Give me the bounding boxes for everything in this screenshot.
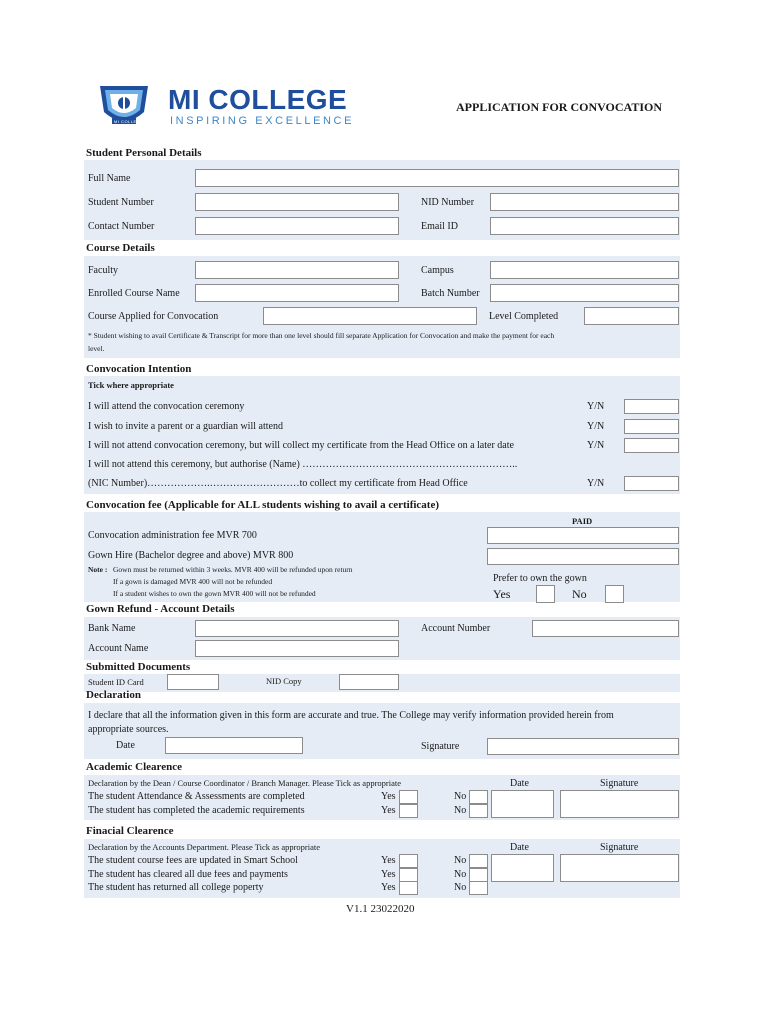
financial-row2-yes-checkbox[interactable] (399, 868, 418, 882)
section-heading-personal: Student Personal Details (86, 147, 202, 159)
yn-input-authorise[interactable] (624, 476, 679, 491)
declaration-date-label: Date (116, 740, 135, 751)
contact-number-label: Contact Number (88, 221, 155, 232)
student-id-card-label: Student ID Card (88, 677, 144, 687)
academic-row1-yes-label: Yes (381, 791, 396, 802)
prefer-own-yes-checkbox[interactable] (536, 585, 555, 603)
section-heading-course: Course Details (86, 242, 155, 254)
financial-row-fees-updated: The student course fees are updated in Smart School (88, 856, 298, 866)
logo-college-name: MI COLLEGE (168, 84, 348, 115)
admin-fee-label: Convocation administration fee MVR 700 (88, 530, 257, 541)
academic-declared-by: Declaration by the Dean / Course Coordinator / Branch Manager. Please Tick as appropriate (88, 778, 401, 788)
section-heading-documents: Submitted Documents (86, 661, 191, 673)
intention-item-attend: I will attend the convocation ceremony (88, 401, 245, 412)
enrolled-course-input[interactable] (195, 284, 399, 302)
college-logo (94, 82, 374, 130)
student-number-label: Student Number (88, 197, 154, 208)
financial-row3-no-checkbox[interactable] (469, 881, 488, 895)
account-number-label: Account Number (421, 623, 491, 634)
course-note-line2: level. (88, 344, 105, 353)
academic-date-input[interactable] (491, 790, 554, 818)
yn-input-guardian[interactable] (624, 419, 679, 434)
prefer-own-no-label: No (572, 587, 587, 601)
academic-row-requirements: The student has completed the academic requirements (88, 805, 305, 816)
academic-row2-yes-label: Yes (381, 805, 396, 816)
section-heading-fee: Convocation fee (Applicable for ALL students wishing to avail a certificate) (86, 499, 439, 511)
financial-signature-input[interactable] (560, 854, 679, 882)
financial-row2-yes-label: Yes (381, 869, 396, 880)
fee-note-line3: If a student wishes to own the gown MVR 400 will not be refunded (113, 589, 316, 598)
full-name-input[interactable] (195, 169, 679, 187)
level-completed-label: Level Completed (489, 311, 559, 322)
student-id-card-checkbox[interactable] (167, 674, 219, 690)
intention-item-collect-later: I will not attend convocation ceremony, but will collect my certificate from the Head Office on a later date (88, 441, 514, 451)
nid-number-label: NID Number (421, 197, 475, 208)
yn-label-5: Y/N (587, 478, 605, 489)
contact-number-input[interactable] (195, 217, 399, 235)
yn-label-2: Y/N (587, 421, 605, 432)
gown-hire-paid-input[interactable] (487, 548, 679, 565)
account-number-input[interactable] (532, 620, 679, 637)
financial-row3-yes-checkbox[interactable] (399, 881, 418, 895)
fee-note-line1: Gown must be returned within 3 weeks. MVR 400 will be refunded upon return (113, 566, 353, 574)
financial-row1-yes-checkbox[interactable] (399, 854, 418, 868)
financial-declared-by: Declaration by the Accounts Department. Please Tick as appropriate (88, 842, 321, 852)
declaration-text-line2: appropriate sources. (88, 724, 169, 735)
academic-row1-no-checkbox[interactable] (469, 790, 488, 804)
section-heading-intention: Convocation Intention (86, 363, 192, 375)
financial-row-dues-cleared: The student has cleared all due fees and payments (88, 870, 288, 880)
academic-row-attendance: The student Attendance & Assessments are completed (88, 792, 305, 802)
bank-name-label: Bank Name (88, 623, 136, 634)
course-applied-input[interactable] (263, 307, 477, 325)
academic-row2-yes-checkbox[interactable] (399, 804, 418, 818)
academic-row1-yes-checkbox[interactable] (399, 790, 418, 804)
email-id-label: Email ID (421, 221, 458, 232)
academic-row2-no-checkbox[interactable] (469, 804, 488, 818)
prefer-own-gown-label: Prefer to own the gown (493, 573, 587, 584)
nid-copy-checkbox[interactable] (339, 674, 399, 690)
financial-row1-yes-label: Yes (381, 855, 396, 866)
form-version: V1.1 23022020 (346, 903, 415, 915)
financial-row3-no-label: No (454, 882, 467, 893)
yn-input-collect-later[interactable] (624, 438, 679, 453)
enrolled-course-label: Enrolled Course Name (88, 288, 180, 299)
section-heading-academic: Academic Clearence (86, 761, 183, 773)
financial-date-input[interactable] (491, 854, 554, 882)
batch-number-label: Batch Number (421, 288, 480, 299)
admin-fee-paid-input[interactable] (487, 527, 679, 544)
academic-date-label: Date (510, 778, 529, 789)
academic-signature-input[interactable] (560, 790, 679, 818)
faculty-input[interactable] (195, 261, 399, 279)
financial-signature-label: Signature (600, 842, 639, 853)
declaration-signature-input[interactable] (487, 738, 679, 755)
yn-label-3: Y/N (587, 440, 605, 451)
level-completed-input[interactable] (584, 307, 679, 325)
section-heading-financial: Finacial Clearence (86, 825, 174, 837)
prefer-own-no-checkbox[interactable] (605, 585, 624, 603)
fee-note-line2: If a gown is damaged MVR 400 will not be refunded (113, 577, 273, 586)
prefer-own-yes-label: Yes (493, 587, 511, 601)
campus-input[interactable] (490, 261, 679, 279)
tick-where-appropriate: Tick where appropriate (88, 380, 174, 390)
account-name-label: Account Name (88, 643, 149, 654)
financial-row-property-returned: The student has returned all college poperty (88, 882, 264, 893)
nid-number-input[interactable] (490, 193, 679, 211)
yn-input-attend[interactable] (624, 399, 679, 414)
academic-row1-no-label: No (454, 791, 467, 802)
faculty-label: Faculty (88, 265, 118, 276)
bank-name-input[interactable] (195, 620, 399, 637)
logo-tagline: INSPIRING EXCELLENCE (170, 115, 355, 127)
paid-label: PAID (572, 516, 593, 526)
financial-row3-yes-label: Yes (381, 882, 396, 893)
gown-hire-label: Gown Hire (Bachelor degree and above) MVR 800 (88, 550, 294, 561)
declaration-date-input[interactable] (165, 737, 303, 754)
yn-label-1: Y/N (587, 401, 605, 412)
financial-row2-no-checkbox[interactable] (469, 868, 488, 882)
declaration-signature-label: Signature (421, 741, 460, 752)
section-intention (84, 376, 680, 494)
batch-number-input[interactable] (490, 284, 679, 302)
fee-note-label: Note : (88, 565, 108, 574)
form-title: APPLICATION FOR CONVOCATION (456, 100, 662, 114)
intention-item-authorise: I will not attend this ceremony, but authorise (Name) ……………………………………………………….. (88, 459, 518, 470)
section-heading-refund: Gown Refund - Account Details (86, 603, 235, 615)
financial-row1-no-label: No (454, 855, 467, 866)
full-name-label: Full Name (88, 173, 131, 184)
intention-item-nic: (NIC Number)……………….………………………to collect my certificate from Head Office (88, 478, 468, 489)
student-number-input[interactable] (195, 193, 399, 211)
seal-text: MI COLLEGE (114, 119, 144, 124)
account-name-input[interactable] (195, 640, 399, 657)
section-heading-declaration: Declaration (86, 689, 141, 701)
course-applied-label: Course Applied for Convocation (88, 311, 219, 322)
course-note-line1: * Student wishing to avail Certificate & Transcript for more than one level should fill separate Application for Convocation and make the payment for each (88, 331, 555, 340)
declaration-text-line1: I declare that all the information given in this form are accurate and true. The College may verify information provided herein from (88, 710, 614, 721)
financial-date-label: Date (510, 842, 529, 853)
campus-label: Campus (421, 265, 454, 276)
email-id-input[interactable] (490, 217, 679, 235)
financial-row2-no-label: No (454, 869, 467, 880)
intention-item-guardian: I wish to invite a parent or a guardian will attend (88, 422, 283, 432)
academic-signature-label: Signature (600, 778, 639, 789)
financial-row1-no-checkbox[interactable] (469, 854, 488, 868)
nid-copy-label: NID Copy (266, 676, 302, 686)
academic-row2-no-label: No (454, 805, 467, 816)
